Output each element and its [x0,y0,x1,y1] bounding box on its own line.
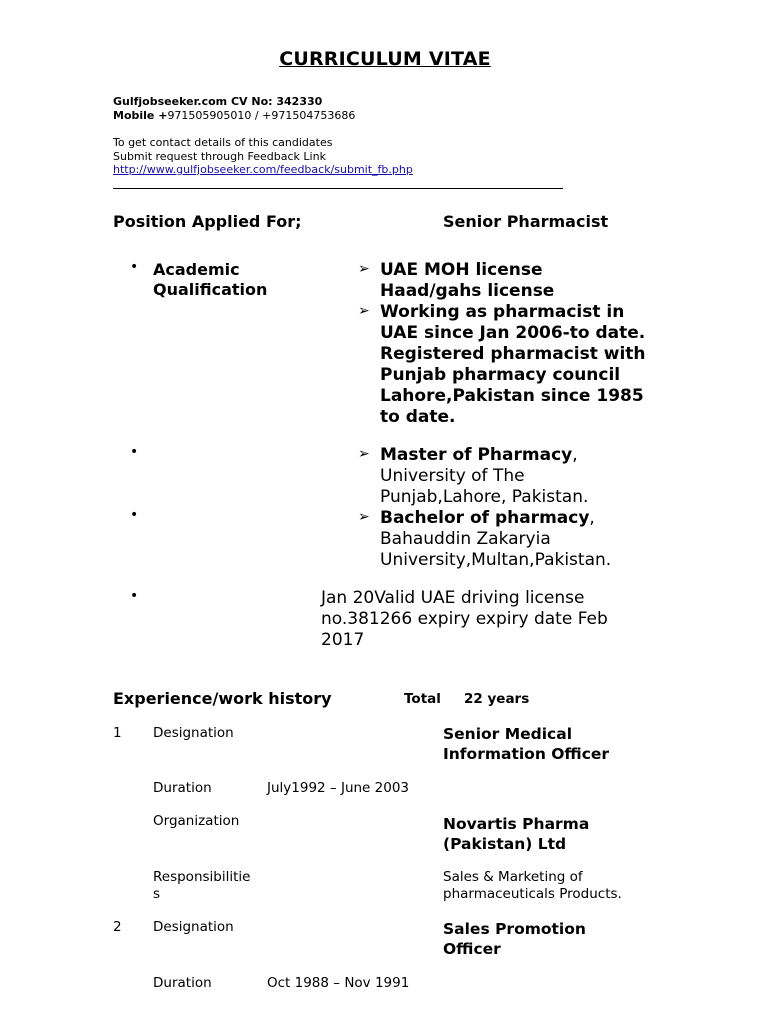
list-item: Working as pharmacist in [380,302,625,322]
duration-value: Oct 1988 – Nov 1991 [267,975,410,991]
license-line: Jan 20Valid UAE driving license [321,588,585,608]
designation-line: Officer [443,940,501,958]
total-label: Total [404,691,441,707]
license-line: 2017 [321,630,365,650]
designation-line: Senior Medical [443,725,573,743]
duration-label: Duration [153,975,212,991]
bullet-icon: • [130,588,139,604]
masters-degree [380,445,588,508]
cv-number: Gulfjobseeker.com CV No: 342330 [113,95,323,108]
qualification-label-line: Academic [153,260,240,279]
bullet-icon: • [130,259,139,275]
qualification-label-line: Qualification [153,280,268,299]
designation-value [443,919,586,959]
responsibilities-label [153,869,250,903]
bachelor-title: Bachelor of pharmacy [380,508,590,528]
divider [113,188,563,189]
responsibilities-label-line: Responsibilitie [153,869,251,885]
list-item: Registered pharmacist with [380,344,646,364]
list-item: UAE since Jan 2006-to date. [380,323,646,343]
responsibilities-label-line: s [153,886,161,902]
mobile-label: Mobile + [113,109,168,122]
arrow-bullet-icon: ➢ [358,509,370,525]
organization-line: (Pakistan) Ltd [443,835,567,853]
arrow-bullet-icon: ➢ [358,446,370,462]
organization-label: Organization [153,813,240,829]
bachelor-line: University,Multan,Pakistan. [380,550,612,570]
masters-line: Punjab,Lahore, Pakistan. [380,487,589,507]
feedback-link[interactable]: http://www.gulfjobseeker.com/feedback/submit_fb.php [113,163,413,176]
bachelor-degree [380,508,611,571]
organization-line: Novartis Pharma [443,815,590,833]
designation-value [443,724,609,764]
contact-line-2: Submit request through Feedback Link [113,150,326,163]
bullet-icon: • [130,507,139,523]
list-item: Haad/gahs license [380,281,555,301]
designation-line: Information Officer [443,745,610,763]
designation-label: Designation [153,919,234,935]
license-line: no.381266 expiry expiry date Feb [321,609,608,629]
list-item: to date. [380,407,456,427]
bachelor-line: Bachelor of pharmacy, [380,508,595,528]
masters-line: Master of Pharmacy, [380,445,578,465]
organization-value [443,814,589,854]
list-item: Punjab pharmacy council [380,365,621,385]
experience-heading: Experience/work history [113,689,332,708]
masters-title: Master of Pharmacy [380,445,573,465]
license-list [380,260,646,428]
mobile-line [113,109,355,123]
responsibilities-line: pharmaceuticals Products. [443,886,622,902]
duration-value: July1992 – June 2003 [267,780,410,796]
entry-number: 1 [113,725,122,741]
position-value: Senior Pharmacist [443,212,609,231]
responsibilities-line: Sales & Marketing of [443,869,583,885]
qualification-label [153,260,267,300]
driving-license [321,588,608,651]
contact-line-1: To get contact details of this candidates [113,136,333,149]
bachelor-line: Bahauddin Zakaryia [380,529,551,549]
list-item: UAE MOH license [380,260,543,280]
position-label: Position Applied For; [113,212,302,231]
list-item: Lahore,Pakistan since 1985 [380,386,644,406]
masters-line: University of The [380,466,525,486]
page-title: CURRICULUM VITAE [279,48,491,70]
arrow-bullet-icon: ➢ [358,303,370,319]
total-value: 22 years [464,691,530,707]
mobile-value: 971505905010 / +971504753686 [167,109,356,122]
designation-line: Sales Promotion [443,920,586,938]
responsibilities-value [443,869,622,903]
designation-label: Designation [153,725,234,741]
duration-label: Duration [153,780,212,796]
bullet-icon: • [130,444,139,460]
arrow-bullet-icon: ➢ [358,261,370,277]
entry-number: 2 [113,919,122,935]
